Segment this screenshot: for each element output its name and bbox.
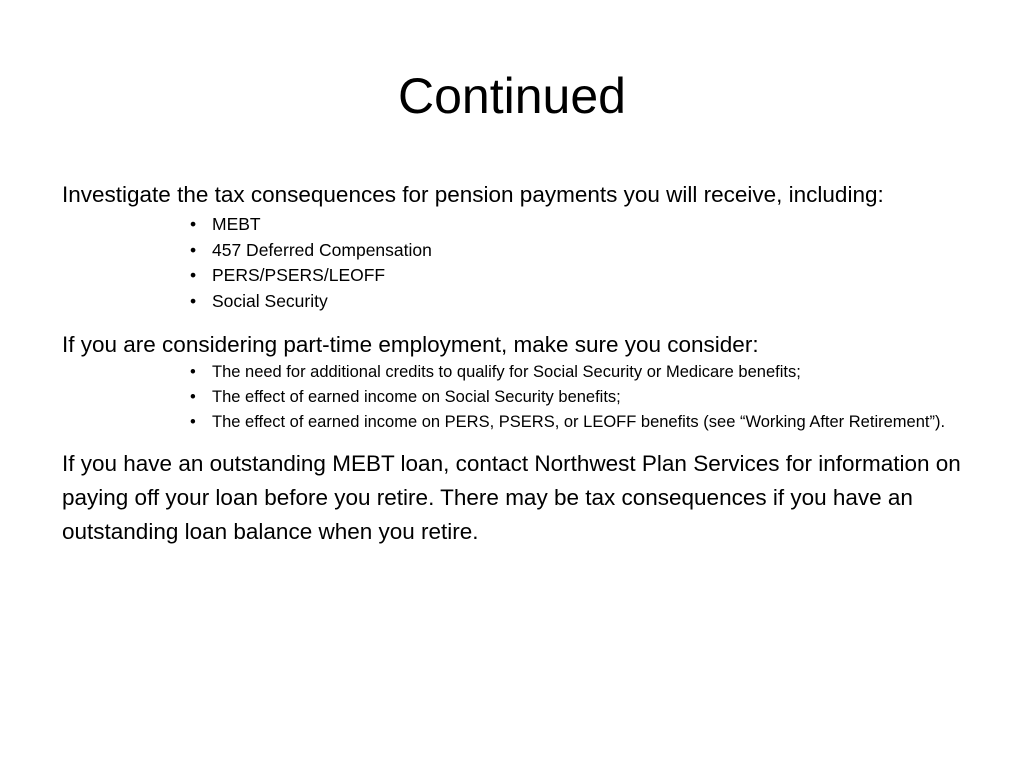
pension-tax-intro: Investigate the tax consequences for pension payments you will receive, including: [62, 182, 884, 207]
pension-item-social-security: • Social Security [190, 289, 962, 315]
part-time-item-ss-income [190, 387, 962, 408]
part-time-item-pers-income [190, 412, 962, 433]
part-time-item-text: • The effect of earned income on Social Security benefits; [212, 388, 621, 406]
part-time-list [62, 362, 962, 433]
pension-list [62, 212, 962, 314]
pension-item-pers: • PERS/PSERS/LEOFF [190, 263, 962, 289]
slide-title: Continued [398, 68, 626, 124]
pension-item-mebt: • MEBT [190, 212, 962, 238]
part-time-intro: If you are considering part-time employment, make sure you consider: [62, 332, 759, 357]
part-time-item-text: • The need for additional credits to qualify for Social Security or Medicare benefits; [212, 363, 801, 381]
pension-item-457: • 457 Deferred Compensation [190, 238, 962, 264]
slide-content [62, 178, 962, 549]
mebt-loan-paragraph: If you have an outstanding MEBT loan, contact Northwest Plan Services for information on paying off your loan before you retire. There may be tax consequences if you have an outstanding loan balance when you retire. [62, 451, 961, 544]
part-time-item-text: • The effect of earned income on PERS, PSERS, or LEOFF benefits (see “Working After Retirement”). [212, 413, 946, 431]
part-time-item-credits [190, 362, 962, 383]
